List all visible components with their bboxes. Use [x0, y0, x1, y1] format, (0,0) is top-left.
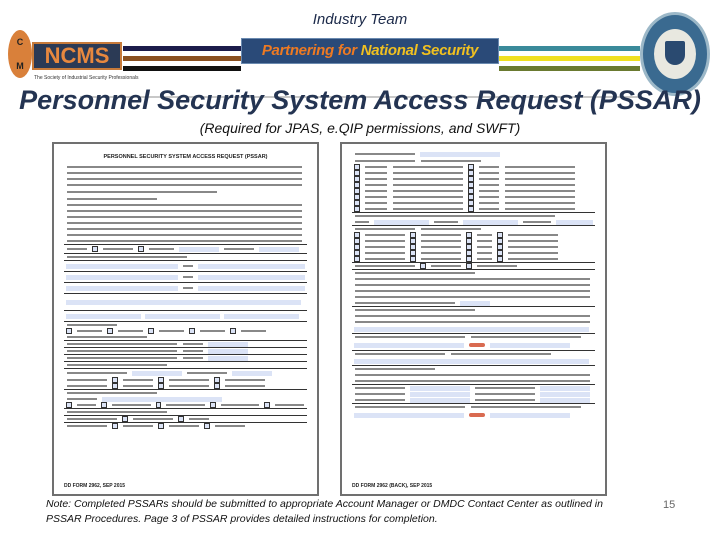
form-text-line [225, 385, 265, 387]
form-text-line [355, 315, 590, 317]
form-row [352, 410, 595, 420]
form-back-footer: DD FORM 2962 (BACK), SEP 2015 [352, 483, 433, 489]
ncms-letter-m: M [16, 61, 24, 71]
form-text-line [508, 240, 558, 242]
form-text-line [393, 166, 463, 168]
form-row [64, 253, 307, 260]
form-checkbox [264, 402, 270, 408]
form-checkbox [101, 402, 107, 408]
form-text-line [67, 234, 302, 236]
form-row [64, 368, 307, 377]
form-row [64, 321, 307, 328]
form-field [102, 397, 222, 402]
form-text-line [355, 380, 590, 382]
form-row [352, 150, 595, 158]
pssar-form-back-image [340, 142, 607, 496]
form-text-line [475, 387, 535, 389]
banner-text-part1: Partnering for [261, 42, 361, 59]
form-text-line [67, 398, 97, 400]
form-text-line [505, 166, 575, 168]
form-text-line [508, 258, 558, 260]
form-text-line [355, 387, 405, 389]
dss-seal-logo [640, 12, 710, 96]
form-text-line [355, 215, 555, 217]
form-text-line [434, 221, 457, 223]
form-field [198, 286, 305, 291]
form-field [66, 314, 141, 319]
form-text-line [431, 265, 461, 267]
form-text-line [393, 208, 463, 210]
form-text-line [355, 228, 415, 230]
form-field [66, 286, 178, 291]
form-text-line [183, 265, 193, 267]
form-row [352, 357, 595, 365]
form-checkbox [158, 423, 164, 429]
form-text-line [479, 172, 499, 174]
form-checkbox [410, 256, 416, 262]
slide-subtitle: (Required for JPAS, e.QIP permissions, and SWFT) [199, 120, 521, 136]
form-text-line [67, 385, 107, 387]
form-checkbox [466, 256, 472, 262]
ncms-oval [8, 30, 32, 78]
form-field [179, 247, 219, 252]
form-text-line [365, 166, 387, 168]
form-text-line [355, 265, 415, 267]
form-text-line [355, 272, 475, 274]
stripe-olive [499, 66, 640, 71]
form-text-line [67, 216, 302, 218]
form-checkbox [178, 416, 184, 422]
form-text-line [187, 372, 227, 374]
form-row [352, 403, 595, 410]
form-field [410, 386, 470, 391]
form-row [352, 212, 595, 219]
form-field [198, 264, 305, 269]
form-text-line [505, 184, 575, 186]
form-text-line [221, 404, 260, 406]
form-text-line [183, 276, 193, 278]
form-field [208, 349, 248, 354]
form-text-line [183, 350, 203, 352]
form-row [64, 340, 307, 347]
form-text-line [421, 228, 481, 230]
form-checkbox [420, 263, 426, 269]
form-text-line [479, 202, 499, 204]
form-text-line [67, 240, 302, 242]
form-text-line [67, 210, 302, 212]
form-field [540, 392, 590, 397]
form-text-line [355, 399, 405, 401]
form-text-line [365, 202, 387, 204]
form-text-line [505, 202, 575, 204]
form-row [64, 415, 307, 422]
form-text-line [224, 248, 254, 250]
form-text-line [365, 252, 405, 254]
form-field [66, 264, 178, 269]
form-checkbox [468, 206, 474, 212]
form-text-line [67, 350, 177, 352]
ncms-name: NCMS [32, 42, 122, 70]
form-field [490, 413, 570, 418]
form-text-line [275, 404, 304, 406]
form-text-line [479, 208, 499, 210]
form-text-line [393, 178, 463, 180]
form-text-line [183, 343, 203, 345]
form-text-line [479, 184, 499, 186]
form-text-line [421, 252, 461, 254]
form-field [374, 220, 430, 225]
form-text-line [508, 234, 558, 236]
form-row [64, 260, 307, 271]
industry-team-label: Industry Team [312, 11, 408, 28]
form-checkbox [112, 383, 118, 389]
form-row [352, 384, 595, 391]
form-row [64, 354, 307, 361]
form-text-line [123, 379, 153, 381]
form-text-line [355, 290, 590, 292]
form-text-line [241, 330, 266, 332]
form-text-line [133, 418, 173, 420]
form-text-line [169, 379, 209, 381]
form-text-line [183, 287, 193, 289]
form-row [64, 293, 307, 310]
form-row [64, 188, 307, 196]
form-field [259, 247, 299, 252]
form-front-footer: DD FORM 2962, SEP 2015 [64, 483, 126, 489]
form-text-line [508, 252, 558, 254]
form-checkbox [230, 328, 236, 334]
form-text-line [169, 425, 199, 427]
form-checkbox [122, 416, 128, 422]
form-row [352, 306, 595, 313]
stripe-black [123, 66, 241, 71]
form-text-line [67, 166, 302, 168]
form-row [64, 389, 307, 396]
form-text-line [67, 172, 302, 174]
form-row [64, 361, 307, 368]
banner-text-part2: National Security [360, 42, 479, 59]
form-row [352, 333, 595, 340]
form-text-line [189, 418, 209, 420]
form-text-line [123, 425, 153, 427]
form-text-line [393, 172, 463, 174]
form-field [354, 413, 464, 418]
form-field [540, 398, 590, 403]
form-text-line [479, 178, 499, 180]
form-text-line [451, 353, 551, 355]
form-text-line [67, 324, 117, 326]
form-text-line [355, 302, 455, 304]
form-field [410, 398, 470, 403]
form-checkbox [107, 328, 113, 334]
form-text-line [67, 191, 217, 193]
form-text-line [149, 248, 174, 250]
form-row [64, 347, 307, 354]
form-text-line [355, 374, 590, 376]
form-row [352, 225, 595, 232]
form-heading: PERSONNEL SECURITY SYSTEM ACCESS REQUEST (PSSAR) [103, 154, 268, 160]
form-row [64, 282, 307, 293]
form-field [463, 220, 519, 225]
form-checkbox [214, 383, 220, 389]
form-field [224, 314, 299, 319]
form-checkbox [497, 256, 503, 262]
form-checkbox [66, 328, 72, 334]
eagle-shield-icon [665, 41, 685, 65]
ncms-logo [8, 30, 139, 86]
form-text-line [365, 208, 387, 210]
form-row [64, 408, 307, 415]
form-checkbox [354, 206, 360, 212]
form-text-line [365, 258, 405, 260]
form-row [352, 350, 595, 357]
form-row [352, 325, 595, 333]
form-text-line [67, 248, 87, 250]
form-text-line [523, 221, 551, 223]
form-text-line [477, 246, 492, 248]
form-text-line [67, 178, 302, 180]
form-text-line [159, 330, 184, 332]
form-text-line [355, 221, 369, 223]
form-checkbox [210, 402, 216, 408]
form-text-line [393, 202, 463, 204]
form-checkbox [66, 402, 72, 408]
form-text-line [67, 343, 177, 345]
form-text-line [67, 418, 117, 420]
form-field [145, 314, 220, 319]
form-text-line [355, 336, 465, 338]
form-text-line [479, 190, 499, 192]
form-text-line [477, 265, 517, 267]
form-checkbox [354, 256, 360, 262]
form-text-line [355, 353, 445, 355]
form-checkbox [138, 246, 144, 252]
form-text-line [67, 336, 147, 338]
form-text-line [508, 246, 558, 248]
form-text-line [477, 258, 492, 260]
pssar-form-front-image [52, 142, 319, 496]
signature-tag [469, 343, 485, 347]
stripe-brown [123, 56, 241, 61]
footnote: Note: Completed PSSARs should be submitted to appropriate Account Manager or DMDC Contact Center as outlined in PSSAR Procedures. Page 3 of PSSAR provides detailed instructions for completion. [46, 498, 603, 525]
form-text-line [200, 330, 225, 332]
form-text-line [169, 385, 209, 387]
form-field [354, 359, 589, 364]
form-text-line [67, 392, 157, 394]
form-text-line [479, 196, 499, 198]
form-text-line [505, 178, 575, 180]
form-text-line [67, 222, 302, 224]
form-text-line [477, 234, 492, 236]
form-text-line [365, 240, 405, 242]
form-text-line [477, 252, 492, 254]
form-text-line [365, 234, 405, 236]
form-field [232, 371, 272, 376]
form-checkbox [158, 383, 164, 389]
signature-tag [469, 413, 485, 417]
page-number: 15 [663, 499, 676, 511]
form-checkbox [148, 328, 154, 334]
form-checkbox [112, 423, 118, 429]
form-checkbox [204, 423, 210, 429]
form-text-line [365, 190, 387, 192]
form-text-line [355, 153, 415, 155]
form-text-line [77, 330, 102, 332]
form-text-line [112, 404, 151, 406]
form-back-body [352, 150, 595, 481]
form-text-line [103, 248, 133, 250]
form-field [354, 343, 464, 348]
form-text-line [118, 330, 143, 332]
ncms-tagline: The Society of Industrial Security Professionals [34, 75, 139, 81]
form-checkbox [466, 263, 472, 269]
form-text-line [77, 404, 96, 406]
form-text-line [421, 234, 461, 236]
form-front-body [64, 164, 307, 481]
form-field [66, 300, 301, 305]
form-text-line [67, 198, 157, 200]
form-field [66, 275, 178, 280]
form-text-line [355, 296, 590, 298]
form-text-line [67, 228, 302, 230]
form-text-line [475, 393, 535, 395]
form-text-line [365, 178, 387, 180]
form-row [64, 271, 307, 282]
form-text-line [421, 246, 461, 248]
form-text-line [355, 278, 590, 280]
form-text-line [471, 336, 581, 338]
form-field [132, 371, 182, 376]
form-text-line [393, 190, 463, 192]
form-checkbox [156, 402, 162, 408]
form-text-line [505, 196, 575, 198]
form-text-line [365, 172, 387, 174]
form-text-line [505, 172, 575, 174]
ncms-letter-c: C [16, 37, 24, 47]
form-text-line [183, 357, 203, 359]
form-text-line [505, 190, 575, 192]
form-text-line [479, 166, 499, 168]
form-text-line [67, 364, 167, 366]
form-text-line [215, 425, 245, 427]
form-row [64, 244, 307, 253]
form-text-line [471, 406, 581, 408]
form-text-line [421, 258, 461, 260]
form-field [556, 220, 593, 225]
form-field [208, 356, 248, 361]
form-text-line [355, 160, 415, 162]
form-field [490, 343, 570, 348]
form-text-line [355, 321, 590, 323]
form-field [420, 152, 500, 157]
form-row [352, 340, 595, 350]
form-text-line [505, 208, 575, 210]
form-text-line [67, 184, 302, 186]
form-text-line [365, 196, 387, 198]
form-field [354, 327, 589, 332]
form-row [352, 262, 595, 269]
form-text-line [225, 379, 265, 381]
form-field [540, 386, 590, 391]
form-row [64, 310, 307, 321]
form-text-line [67, 204, 302, 206]
form-text-line [67, 357, 177, 359]
form-row [352, 365, 595, 372]
form-field [208, 342, 248, 347]
form-text-line [67, 411, 167, 413]
form-text-line [355, 309, 475, 311]
form-text-line [475, 399, 535, 401]
form-text-line [365, 246, 405, 248]
form-text-line [67, 379, 107, 381]
form-text-line [67, 425, 107, 427]
form-checkbox [92, 246, 98, 252]
stripe-teal [499, 46, 640, 51]
form-checkbox [189, 328, 195, 334]
stripe-navy [123, 46, 241, 51]
form-text-line [355, 393, 405, 395]
form-text-line [421, 240, 461, 242]
form-text-line [355, 406, 465, 408]
form-field [198, 275, 305, 280]
form-row [352, 269, 595, 276]
form-row [352, 219, 595, 225]
form-text-line [393, 184, 463, 186]
form-text-line [477, 240, 492, 242]
form-row [64, 422, 307, 429]
form-text-line [393, 196, 463, 198]
form-field [460, 301, 490, 306]
form-text-line [67, 372, 127, 374]
form-text-line [166, 404, 205, 406]
slide-title: Personnel Security System Access Request (PSSAR) [19, 85, 701, 115]
stripe-yellow [499, 56, 640, 61]
form-text-line [365, 184, 387, 186]
form-text-line [67, 256, 187, 258]
form-text-line [421, 160, 481, 162]
form-text-line [355, 284, 590, 286]
partnering-banner [241, 38, 499, 64]
form-field [410, 392, 470, 397]
form-text-line [123, 385, 153, 387]
form-text-line [355, 368, 435, 370]
